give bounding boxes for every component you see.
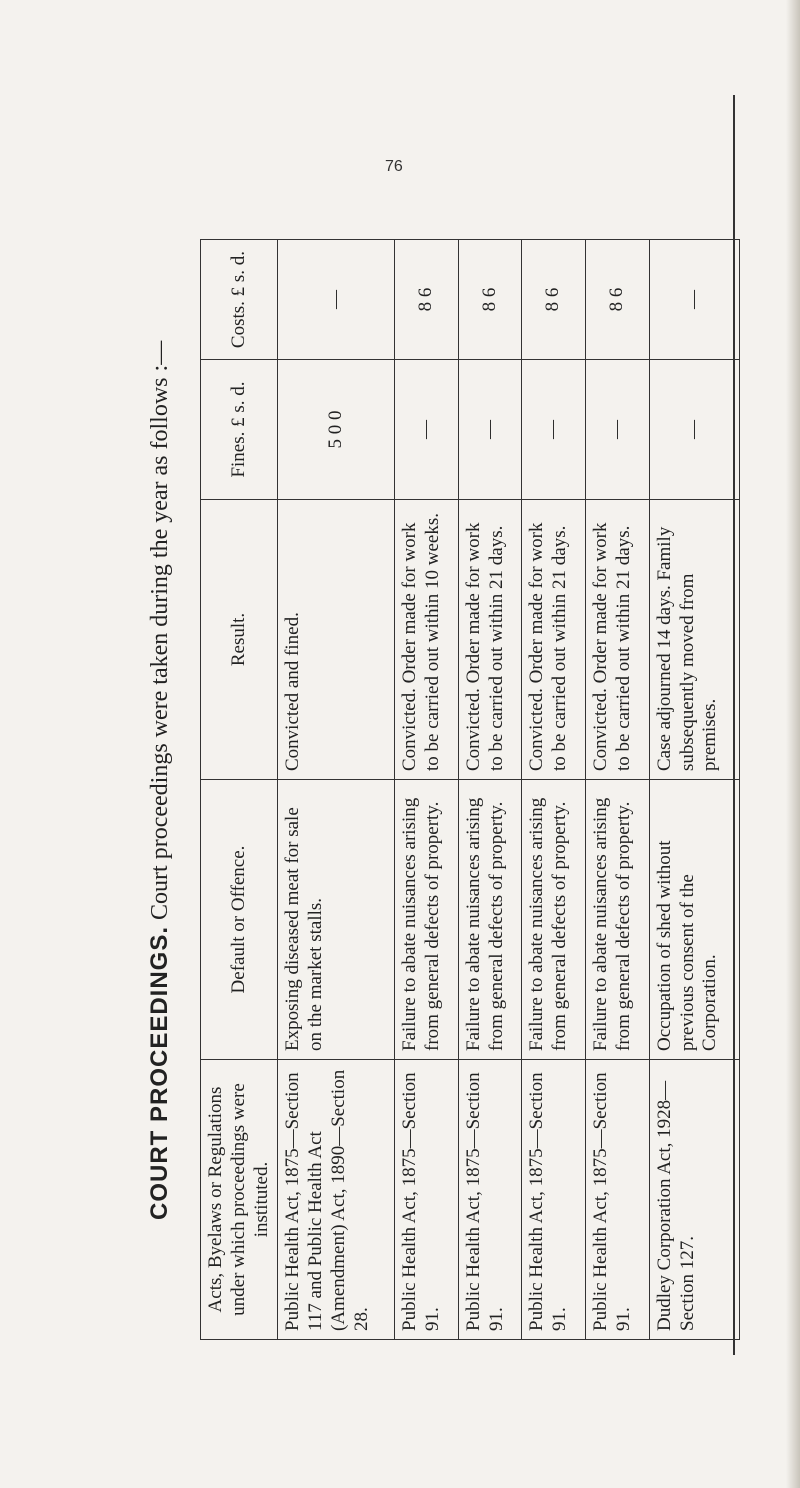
header-offence: Default or Offence. <box>201 780 278 1060</box>
table-row <box>649 240 739 1340</box>
cell-costs: 8 6 <box>458 240 522 360</box>
cell-fines: — <box>649 360 739 500</box>
cell-act: Public Health Act, 1875—Section 91. <box>395 1060 459 1340</box>
cell-offence: Failure to abate nuisances arising from general defects of property. <box>395 780 459 1060</box>
cell-costs: — <box>649 240 739 360</box>
cell-offence: Exposing diseased meat for sale on the market stalls. <box>278 780 395 1060</box>
cell-fines: 5 0 0 <box>278 360 395 500</box>
table-row <box>458 240 522 1340</box>
header-act: Acts, Byelaws or Regulations under which proceedings were instituted. <box>201 1060 278 1340</box>
cell-act: Dudley Corporation Act, 1928—Section 127. <box>649 1060 739 1340</box>
cell-act: Public Health Act, 1875—Section 91. <box>458 1060 522 1340</box>
court-proceedings-table-wrapper <box>200 240 740 1340</box>
table-row <box>522 240 586 1340</box>
cell-offence: Occupation of shed without previous consent of the Corporation. <box>649 780 739 1060</box>
cell-costs: 8 6 <box>586 240 650 360</box>
table-header-row <box>201 240 278 1340</box>
section-heading <box>140 180 180 1220</box>
cell-offence: Failure to abate nuisances arising from general defects of property. <box>458 780 522 1060</box>
cell-costs: 8 6 <box>395 240 459 360</box>
section-heading-title: COURT PROCEEDINGS. <box>146 925 173 1220</box>
table-row <box>278 240 395 1340</box>
cell-fines: — <box>458 360 522 500</box>
header-fines: Fines. £ s. d. <box>201 360 278 500</box>
cell-result: Case adjourned 14 days. Family subsequently moved from premises. <box>649 500 739 780</box>
cell-result: Convicted. Order made for work to be carried out within 21 days. <box>522 500 586 780</box>
cell-result: Convicted. Order made for work to be carried out within 21 days. <box>586 500 650 780</box>
cell-offence: Failure to abate nuisances arising from general defects of property. <box>586 780 650 1060</box>
cell-result: Convicted. Order made for work to be carried out within 10 weeks. <box>395 500 459 780</box>
table-row <box>586 240 650 1340</box>
cell-costs: 8 6 <box>522 240 586 360</box>
page-edge-shadow <box>786 0 800 1488</box>
cell-fines: — <box>586 360 650 500</box>
cell-costs: — <box>278 240 395 360</box>
table-row <box>395 240 459 1340</box>
cell-result: Convicted. Order made for work to be carried out within 21 days. <box>458 500 522 780</box>
page-number: 76 <box>385 158 403 175</box>
cell-result: Convicted and fined. <box>278 500 395 780</box>
cell-fines: — <box>522 360 586 500</box>
cell-offence: Failure to abate nuisances arising from general defects of property. <box>522 780 586 1060</box>
cell-fines: — <box>395 360 459 500</box>
cell-act: Public Health Act, 1875—Section 91. <box>586 1060 650 1340</box>
header-costs: Costs. £ s. d. <box>201 240 278 360</box>
cell-act: Public Health Act, 1875—Section 91. <box>522 1060 586 1340</box>
table-right-rule <box>733 95 735 1355</box>
header-result: Result. <box>201 500 278 780</box>
court-proceedings-table <box>200 239 740 1340</box>
section-heading-text: Court proceedings were taken during the year as follows :— <box>147 340 173 926</box>
cell-act: Public Health Act, 1875—Section 117 and Public Health Act (Amendment) Act, 1890—Section 28. <box>278 1060 395 1340</box>
